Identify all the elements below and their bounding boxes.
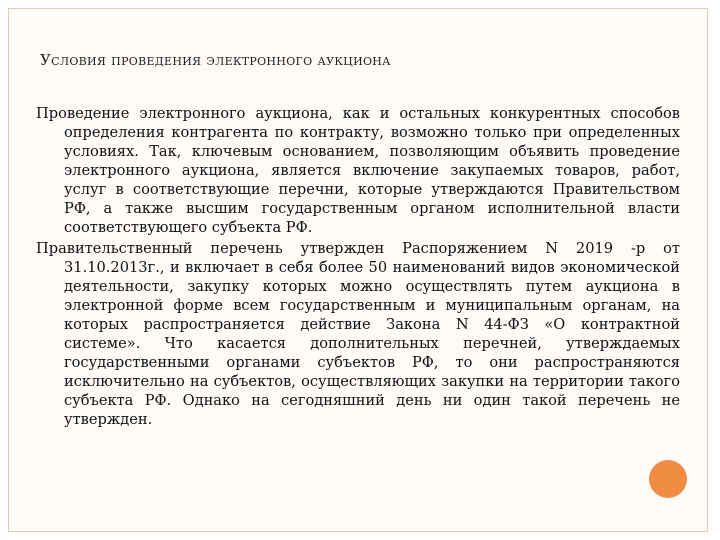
slide-body xyxy=(36,104,680,431)
paragraph-government-list: Правительственный перечень утвержден Распоряжением N 2019 -р от 31.10.2013г., и включает в себя более 50 наименований видов экономической деятельности, закупку которых можно осуществлять путем аукциона в электронной форме всем государственным и муниципальным органам, на которых распространяется действие Закона N 44-ФЗ «О контрактной системе». Что касается дополнительных перечней, утверждаемых государственными органами субъектов РФ, то они распространяются исключительно на субъектов, осуществляющих закупки на территории такого субъекта РФ. Однако на сегодняшний день ни один такой перечень не утвержден. xyxy=(36,240,680,428)
accent-circle-decoration xyxy=(649,460,687,498)
slide-title: Условия проведения электронного аукциона xyxy=(40,51,391,69)
paragraph-conditions: Проведение электронного аукциона, как и остальных конкурентных способов определения контрагента по контракту, возможно только при определенных условиях. Так, ключевым основанием, позволяющим объявить проведение электронного аукциона, является включение закупаемых товаров, работ, услуг в соответствующие перечни, которые утверждаются Правительством РФ, а также высшим государственным органом исполнительной власти соответствующего субъекта РФ. xyxy=(36,105,680,236)
